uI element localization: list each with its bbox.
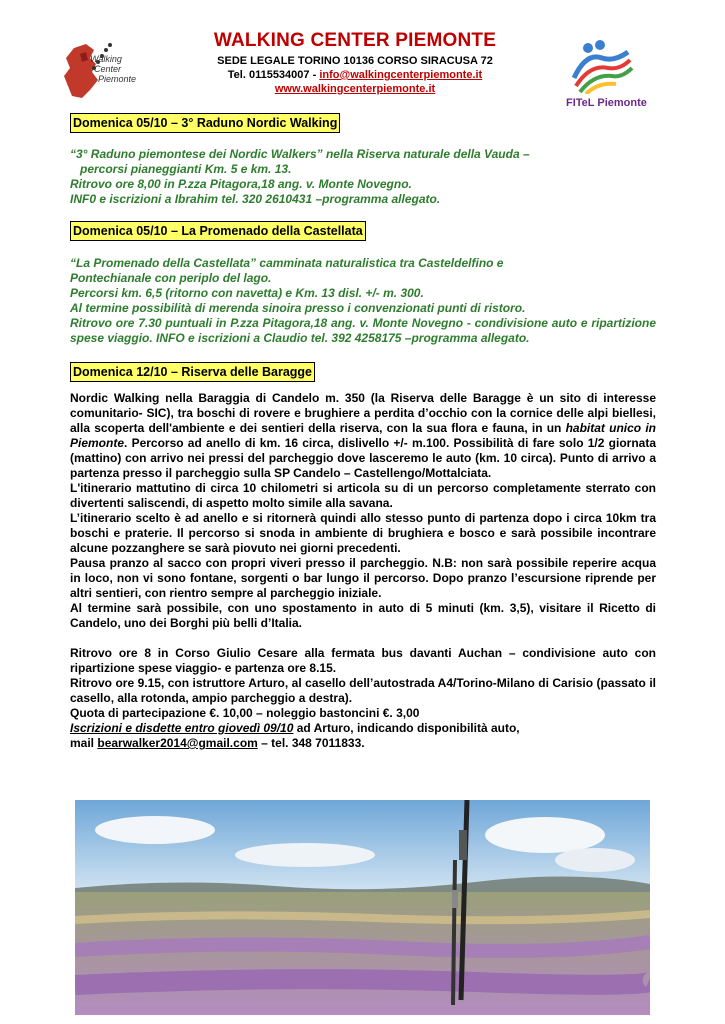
section1-line4: INF0 e iscrizioni a Ibrahim tel. 320 2610431 –programma allegato. xyxy=(70,192,441,206)
section-body-3 xyxy=(70,391,656,751)
section2-line2: Pontechianale con periplo del lago. xyxy=(70,271,272,285)
org-title: WALKING CENTER PIEMONTE xyxy=(213,30,497,51)
section2-line3: Percorsi km. 6,5 (ritorno con navetta) e Km. 13 disl. +/- m. 300. xyxy=(70,286,424,300)
section2-line4: Al termine possibilità di merenda sinoira presso i convenzionati punti di ristoro. xyxy=(70,301,526,315)
deadline-text: Iscrizioni e disdette entro giovedì 09/10 xyxy=(70,721,294,735)
section3-p1 xyxy=(70,391,656,481)
section-heading-2: Domenica 05/10 – La Promenado della Castellata xyxy=(70,221,366,241)
section3-p10 xyxy=(70,736,656,751)
section3-p4: Pausa pranzo al sacco con propri viveri presso il parcheggio. N.B: non sarà possibile reperire acqua in loco, non vi sono fontane, sorgenti o bar lungo il percorso. Dopo pranzo l’escursione riprende per altri sentieri, con rientro sempre al parcheggio iniziale. xyxy=(70,556,656,600)
section-body-1 xyxy=(70,147,656,207)
contact-email-link[interactable]: bearwalker2014@gmail.com xyxy=(97,736,258,750)
phone-text: – tel. 348 7011833. xyxy=(257,736,365,750)
email-link[interactable]: info@walkingcenterpiemonte.it xyxy=(319,69,483,81)
section3-p3: L’itinerario scelto è ad anello e si ritornerà quindi allo stesso punto di partenza dopo i circa 10km tra boschi e praterie. Il percorso si snoda in ambiente di brughiera e bosco e sarà possibile incontrare alcune pozzanghere se sarà piovuto nei giorni precedenti. xyxy=(70,511,656,555)
section2-line5: Ritrovo ore 7.30 puntuali in P.zza Pitagora,18 ang. v. Monte Novegno - condivisione auto e ripartizione spese viaggio. INFO e iscrizioni a Claudio tel. 392 4258175 –programma allegato. xyxy=(70,316,656,345)
address-line: SEDE LEGALE TORINO 10136 CORSO SIRACUSA 72 xyxy=(217,55,493,67)
walking-center-logo xyxy=(60,40,150,102)
section3-p9 xyxy=(70,721,656,736)
website-link[interactable]: www.walkingcenterpiemonte.it xyxy=(274,83,436,95)
section1-line1-rest: nella Riserva naturale della Vauda – xyxy=(322,147,530,161)
section1-title-quote: “3° Raduno piemontese dei Nordic Walkers” xyxy=(70,147,323,161)
section3-p6: Ritrovo ore 8 in Corso Giulio Cesare alla fermata bus davanti Auchan – condivisione auto con ripartizione spese viaggio- e partenza ore 8.15. xyxy=(70,646,656,675)
section3-p1-a: Nordic Walking nella Baraggia di Candelo m. 350 (la Riserva delle Baragge è un sito di interesse comunitario- SIC), tra boschi di rovere e brughiere a perdita d’occhio con la cornice delle alpi biellesi, alla scoperta dell'ambiente e dei sentieri della riserva, con la sua flora e fauna, in un xyxy=(70,391,656,435)
logo-text-1: Walking xyxy=(90,54,122,64)
section3-p8: Quota di partecipazione €. 10,00 – noleggio bastoncini €. 3,00 xyxy=(70,706,420,720)
section3-p1-italic: habitat unico in Piemonte xyxy=(70,421,656,450)
mail-prefix: mail xyxy=(70,736,98,750)
section-heading-1: Domenica 05/10 – 3° Raduno Nordic Walking xyxy=(70,113,340,133)
logo-text-2: Center xyxy=(94,64,122,74)
section3-p5: Al termine sarà possibile, con uno spostamento in auto di 5 minuti (km. 3,5), visitare il Ricetto di Candelo, uno dei Borghi più belli d’Italia. xyxy=(70,601,656,630)
tel-text: Tel. 0115534007 - xyxy=(227,69,320,81)
section3-p7: Ritrovo ore 9.15, con istruttore Arturo, al casello dell’autostrada A4/Torino-Milano di Carisio (passato il casello, alla rotonda, ampio parcheggio a destra). xyxy=(70,676,656,705)
section2-line1-rest: camminata naturalistica tra Casteldelfino e xyxy=(256,256,504,270)
logo-text-3: Piemonte xyxy=(98,74,137,84)
fitel-caption: FITeL Piemonte xyxy=(566,97,647,109)
spacer xyxy=(70,631,656,646)
landscape-photo xyxy=(75,800,650,1015)
section1-line1 xyxy=(70,147,656,162)
website-line xyxy=(160,82,550,96)
contact-line xyxy=(160,68,550,82)
section1-line3: Ritrovo ore 8,00 in P.zza Pitagora,18 ang. v. Monte Novegno. xyxy=(70,177,412,191)
section2-title-quote: “La Promenado della Castellata” xyxy=(70,256,257,270)
fitel-logo xyxy=(568,38,634,94)
section3-p1-b: . Percorso ad anello di km. 16 circa, dislivello +/- m.100. Possibilità di fare solo 1/2 giornata (mattino) con arrivo nei pressi del parcheggio dove lasceremo le auto (km. 10 circa). Punto di arrivo a partenza presso il parcheggio sulla SP Candelo – Castellengo/Mottalciata. xyxy=(70,436,656,480)
section-heading-3: Domenica 12/10 – Riserva delle Baragge xyxy=(70,362,315,382)
section-body-2 xyxy=(70,256,656,346)
letterhead xyxy=(160,30,550,96)
section3-p2: L'itinerario mattutino di circa 10 chilometri si articola su di un percorso completamente sterrato con divertenti saliscendi, di aspetto molto simile alla savana. xyxy=(70,481,656,510)
section1-line2: percorsi pianeggianti Km. 5 e km. 13. xyxy=(80,162,292,176)
section2-line1 xyxy=(70,256,656,271)
section3-p9-rest: ad Arturo, indicando disponibilità auto, xyxy=(293,721,520,735)
